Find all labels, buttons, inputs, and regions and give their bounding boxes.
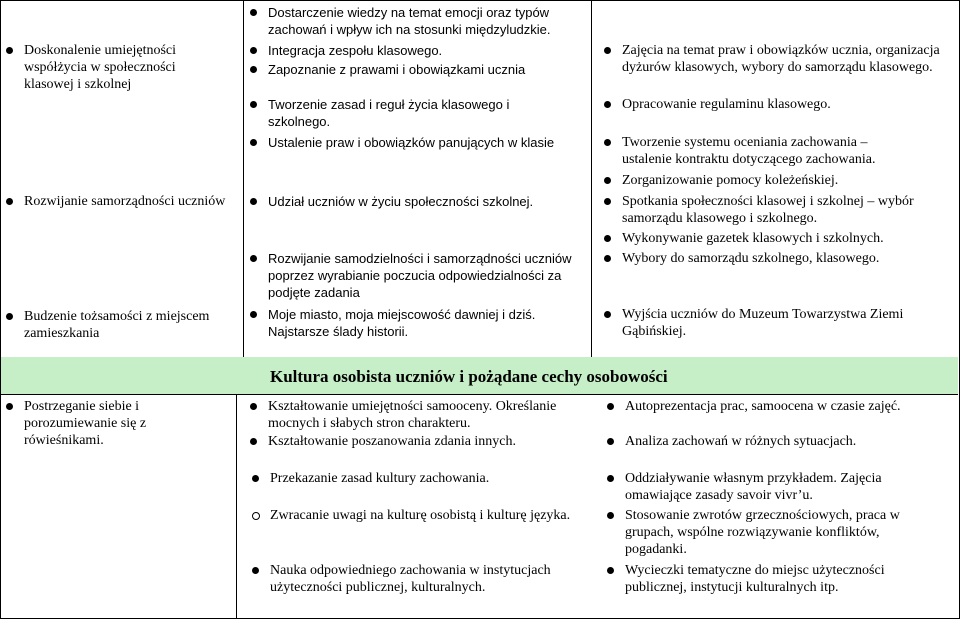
task-item: Rozwijanie samodzielności i samorządności uczniów poprzez wyrabianie poczucia odpowiedzialności za podjęte zadania bbox=[250, 250, 590, 301]
bullet-icon bbox=[252, 512, 260, 520]
form-item: Wybory do samorządu szkolnego, klasowego. bbox=[604, 250, 954, 267]
objective-item: Budzenie tożsamości z miejscem zamieszkania bbox=[6, 308, 228, 342]
band-bottom-line bbox=[0, 394, 958, 395]
task-item: Integracja zespołu klasowego. bbox=[250, 42, 590, 59]
col-divider-3 bbox=[236, 394, 237, 618]
form-item: Oddziaływanie własnym przykładem. Zajęcia omawiające zasady savoir vivr’u. bbox=[607, 470, 907, 504]
bullet-icon bbox=[250, 403, 257, 410]
task-item: Zapoznanie z prawami i obowiązkami ucznia bbox=[250, 61, 590, 78]
col-divider-1 bbox=[243, 0, 244, 357]
bullet-icon bbox=[252, 475, 259, 482]
objective-item: Doskonalenie umiejętności współżycia w społeczności klasowej i szkolnej bbox=[6, 42, 228, 93]
bullet-icon bbox=[604, 311, 611, 318]
form-item: Wykonywanie gazetek klasowych i szkolnych. bbox=[604, 230, 954, 247]
task-item: Tworzenie zasad i reguł życia klasowego i szkolnego. bbox=[250, 96, 535, 130]
col-divider-2 bbox=[591, 0, 592, 357]
task-item: Kształtowanie poszanowania zdania innych. bbox=[250, 433, 590, 450]
bullet-icon bbox=[604, 198, 611, 205]
bullet-icon bbox=[250, 198, 257, 205]
task-item: Kształtowanie umiejętności samooceny. Określanie mocnych i słabych stron charakteru. bbox=[250, 398, 590, 432]
task-item: Zwracanie uwagi na kulturę osobistą i kulturę języka. bbox=[252, 507, 572, 524]
bullet-icon bbox=[6, 313, 13, 320]
task-item: Nauka odpowiedniego zachowania w instytucjach użyteczności publicznej, kulturalnych. bbox=[252, 562, 592, 596]
bullet-icon bbox=[250, 9, 257, 16]
bullet-icon bbox=[607, 567, 614, 574]
form-item: Stosowanie zwrotów grzecznościowych, praca w grupach, wspólne rozwiązywanie konfliktów, pogadanki. bbox=[607, 507, 927, 558]
form-item: Tworzenie systemu oceniania zachowania – ustalenie kontraktu dotyczącego zachowania. bbox=[604, 134, 914, 168]
objective-item: Postrzeganie siebie i porozumiewanie się z rówieśnikami. bbox=[6, 398, 228, 449]
task-item: Ustalenie praw i obowiązków panujących w klasie bbox=[250, 134, 590, 151]
bullet-icon bbox=[604, 255, 611, 262]
bullet-icon bbox=[604, 235, 611, 242]
task-item: Udział uczniów w życiu społeczności szkolnej. bbox=[250, 193, 590, 210]
bullet-icon bbox=[250, 101, 257, 108]
form-item: Wycieczki tematyczne do miejsc użyteczności publicznej, instytucji kulturalnych itp. bbox=[607, 562, 927, 596]
bullet-icon bbox=[607, 475, 614, 482]
bullet-icon bbox=[250, 438, 257, 445]
bullet-icon bbox=[252, 567, 259, 574]
objective-item: Rozwijanie samorządności uczniów bbox=[6, 193, 228, 210]
bullet-icon bbox=[607, 438, 614, 445]
form-item: Spotkania społeczności klasowej i szkolnej – wybór samorządu klasowego i szkolnego. bbox=[604, 193, 924, 227]
form-item: Autoprezentacja prac, samoocena w czasie zajęć. bbox=[607, 398, 952, 415]
bullet-icon bbox=[250, 66, 257, 73]
bullet-icon bbox=[250, 255, 257, 262]
bullet-icon bbox=[604, 177, 611, 184]
form-item: Opracowanie regulaminu klasowego. bbox=[604, 96, 944, 113]
bullet-icon bbox=[6, 47, 13, 54]
bullet-icon bbox=[607, 403, 614, 410]
form-item: Zorganizowanie pomocy koleżeńskiej. bbox=[604, 172, 944, 189]
bullet-icon bbox=[250, 139, 257, 146]
form-item: Zajęcia na temat praw i obowiązków ucznia, organizacja dyżurów klasowych, wybory do samorządu klasowego. bbox=[604, 42, 944, 76]
task-item: Przekazanie zasad kultury zachowania. bbox=[252, 470, 592, 487]
bullet-icon bbox=[6, 403, 13, 410]
bullet-icon bbox=[607, 512, 614, 519]
bullet-icon bbox=[250, 47, 257, 54]
bullet-icon bbox=[6, 198, 13, 205]
form-item: Analiza zachowań w różnych sytuacjach. bbox=[607, 433, 952, 450]
bullet-icon bbox=[604, 101, 611, 108]
task-item: Moje miasto, moja miejscowość dawniej i dziś. Najstarsze ślady historii. bbox=[250, 306, 585, 340]
section-title: Kultura osobista uczniów i pożądane cechy osobowości bbox=[270, 367, 668, 386]
form-item: Wyjścia uczniów do Muzeum Towarzystwa Ziemi Gąbińskiej. bbox=[604, 306, 949, 340]
task-item: Dostarczenie wiedzy na temat emocji oraz typów zachowań i wpływ ich na stosunki międzyludzkie. bbox=[250, 4, 590, 38]
bullet-icon bbox=[250, 311, 257, 318]
bullet-icon bbox=[604, 47, 611, 54]
bullet-icon bbox=[604, 139, 611, 146]
